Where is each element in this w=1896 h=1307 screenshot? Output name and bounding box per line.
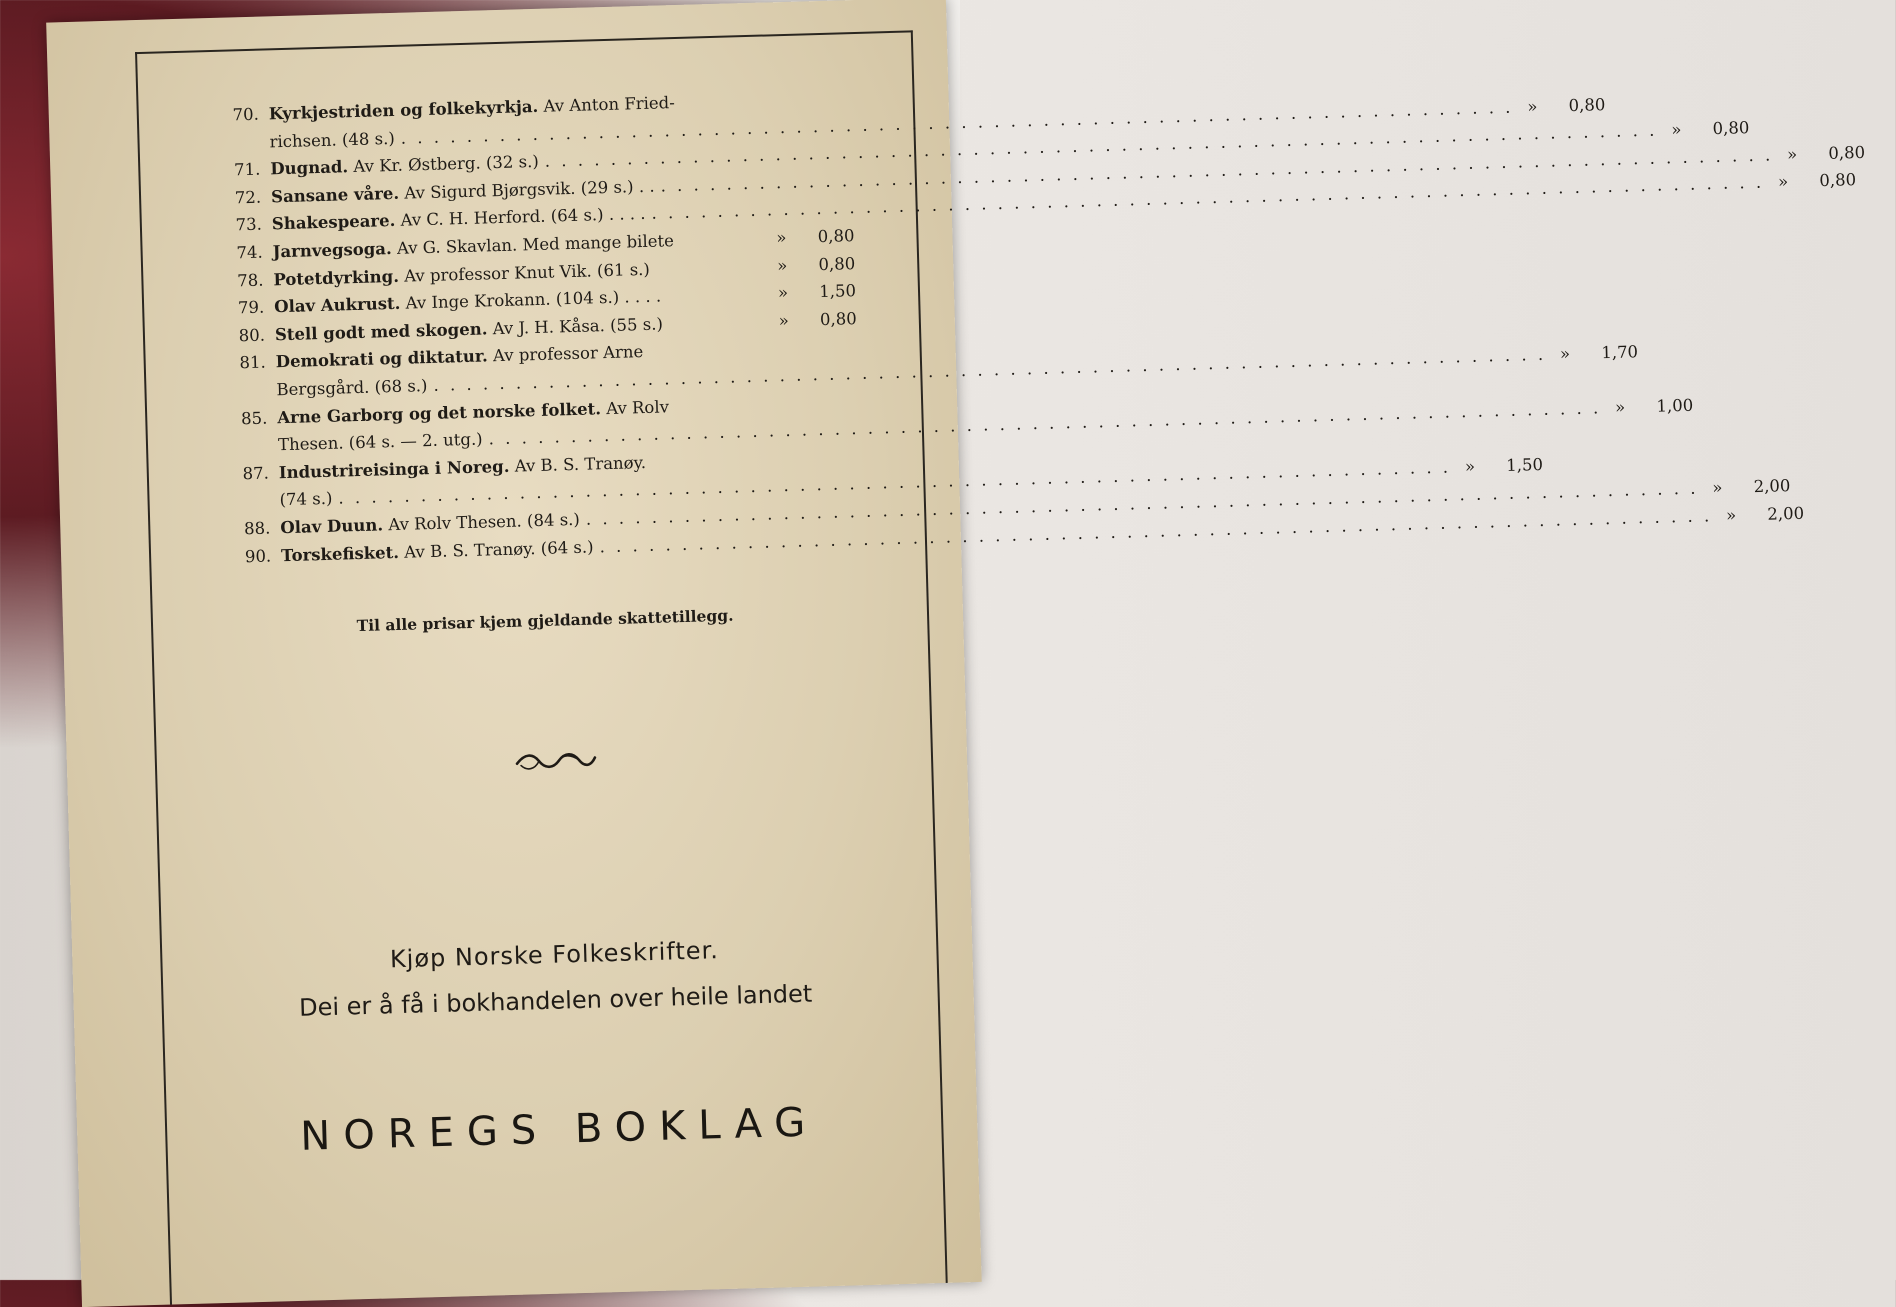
entry-title: Potetdyrking. — [273, 266, 400, 289]
ditto-mark: » — [1712, 477, 1723, 498]
entry-title: Olav Duun. — [280, 515, 384, 538]
entry-author: Av professor Knut Vik. (61 s.) — [403, 259, 651, 286]
entry-title: Demokrati og diktatur. — [275, 346, 489, 372]
entry-title: Industrireisinga i Noreg. — [278, 456, 510, 482]
entry-price: 0,80 — [819, 308, 858, 329]
spacer — [674, 243, 769, 246]
ditto-mark: » — [1614, 397, 1626, 418]
ditto-mark: » — [1464, 457, 1476, 477]
entry-price: 0,80 — [818, 253, 856, 274]
entry-author: Av Rolv Thesen. (84 s.) — [388, 509, 581, 535]
entry-author: Av Rolv — [605, 396, 670, 418]
ditto-mark: » — [776, 255, 788, 275]
entry-number: 80. — [238, 325, 266, 346]
entry-title: Stell godt med skogen. — [274, 319, 488, 345]
promo-line-bookstores: Dei er å få i bokhandelen over heile landet — [298, 979, 813, 1022]
entry-author: Av Anton Fried- — [543, 93, 676, 116]
entry-number: 72. — [234, 187, 262, 208]
entry-author: Av professor Arne — [492, 342, 644, 366]
entry-number: 88. — [243, 518, 271, 539]
entry-title: Olav Aukrust. — [273, 293, 401, 317]
entry-author: Av G. Skavlan. Med mange bilete — [396, 231, 675, 258]
tax-note: Til alle prisar kjem gjeldande skattetillegg. — [356, 605, 734, 636]
ditto-mark: » — [777, 283, 789, 303]
entry-title: Dugnad. — [270, 157, 349, 179]
spacer — [661, 299, 770, 302]
ditto-mark: » — [1559, 344, 1571, 364]
entry-author: Av B. S. Tranøy. — [514, 452, 647, 476]
entry-title: Kyrkjestriden og folkekyrkja. — [268, 96, 539, 124]
entry-number: 71. — [233, 159, 261, 180]
wave-ornament-icon — [513, 747, 598, 777]
entry-author: Av B. S. Tranøy. (64 s.) — [403, 536, 594, 562]
ditto-mark: » — [1786, 144, 1798, 164]
ditto-mark: » — [1671, 120, 1682, 140]
entry-title: Jarnvegsoga. — [272, 238, 392, 262]
promo-line-buy: Kjøp Norske Folkeskrifter. — [389, 936, 720, 974]
entry-price: 1,50 — [1505, 455, 1544, 476]
entry-number: 85. — [240, 408, 268, 428]
entry-number: 79. — [237, 297, 265, 318]
spacer — [663, 326, 771, 329]
ditto-mark: » — [776, 227, 787, 248]
publisher-name: NOREGS BOKLAG — [299, 1099, 819, 1160]
ditto-mark: » — [778, 310, 790, 330]
entry-author: Av Sigurd Bjørgsvik. (29 s.) . . — [404, 176, 655, 203]
entry-number: 81. — [239, 352, 267, 373]
entry-price: 2,00 — [1753, 475, 1791, 496]
entry-number: 70. — [232, 104, 260, 125]
ditto-mark: » — [1725, 505, 1737, 525]
entry-continuation: (74 s.) — [279, 489, 333, 510]
entry-number: 90. — [244, 545, 272, 566]
entry-title: Arne Garborg og det norske folket. — [277, 398, 602, 427]
entry-price: 1,70 — [1601, 342, 1639, 363]
entry-number: 73. — [235, 214, 263, 235]
entry-title: Shakespeare. — [271, 211, 396, 234]
entry-price: 0,80 — [817, 226, 855, 247]
entry-price: 1,50 — [818, 281, 857, 302]
entry-number: 78. — [236, 270, 264, 290]
ditto-mark: » — [1527, 96, 1538, 116]
entry-price: 0,80 — [1712, 118, 1750, 139]
entry-price: 0,80 — [1819, 170, 1857, 191]
entry-number: 74. — [236, 242, 263, 263]
entry-author: Av C. H. Herford. (64 s.) . . . . — [400, 204, 646, 231]
entry-title: Torskefisket. — [280, 542, 400, 565]
entry-author: Av Kr. Østberg. (32 s.) — [353, 152, 540, 177]
entry-continuation: Thesen. (64 s. — 2. utg.) — [277, 429, 483, 455]
entry-price: 0,80 — [1828, 142, 1866, 163]
entry-number: 87. — [242, 463, 270, 483]
entry-price: 0,80 — [1568, 94, 1606, 115]
entry-price: 1,00 — [1656, 395, 1694, 416]
ditto-mark: » — [1777, 172, 1789, 192]
booklet-back-cover — [46, 0, 1866, 1307]
entry-title: Sansane våre. — [270, 183, 400, 207]
entry-author: Av Inge Krokann. (104 s.) . . . . — [405, 286, 662, 313]
catalog-list — [210, 84, 1866, 571]
entry-price: 2,00 — [1767, 503, 1805, 524]
entry-continuation: richsen. (48 s.) — [269, 128, 396, 151]
entry-author: Av J. H. Kåsa. (55 s.) — [492, 314, 664, 338]
entry-continuation: Bergsgård. (68 s.) — [276, 376, 428, 400]
spacer — [650, 271, 769, 274]
